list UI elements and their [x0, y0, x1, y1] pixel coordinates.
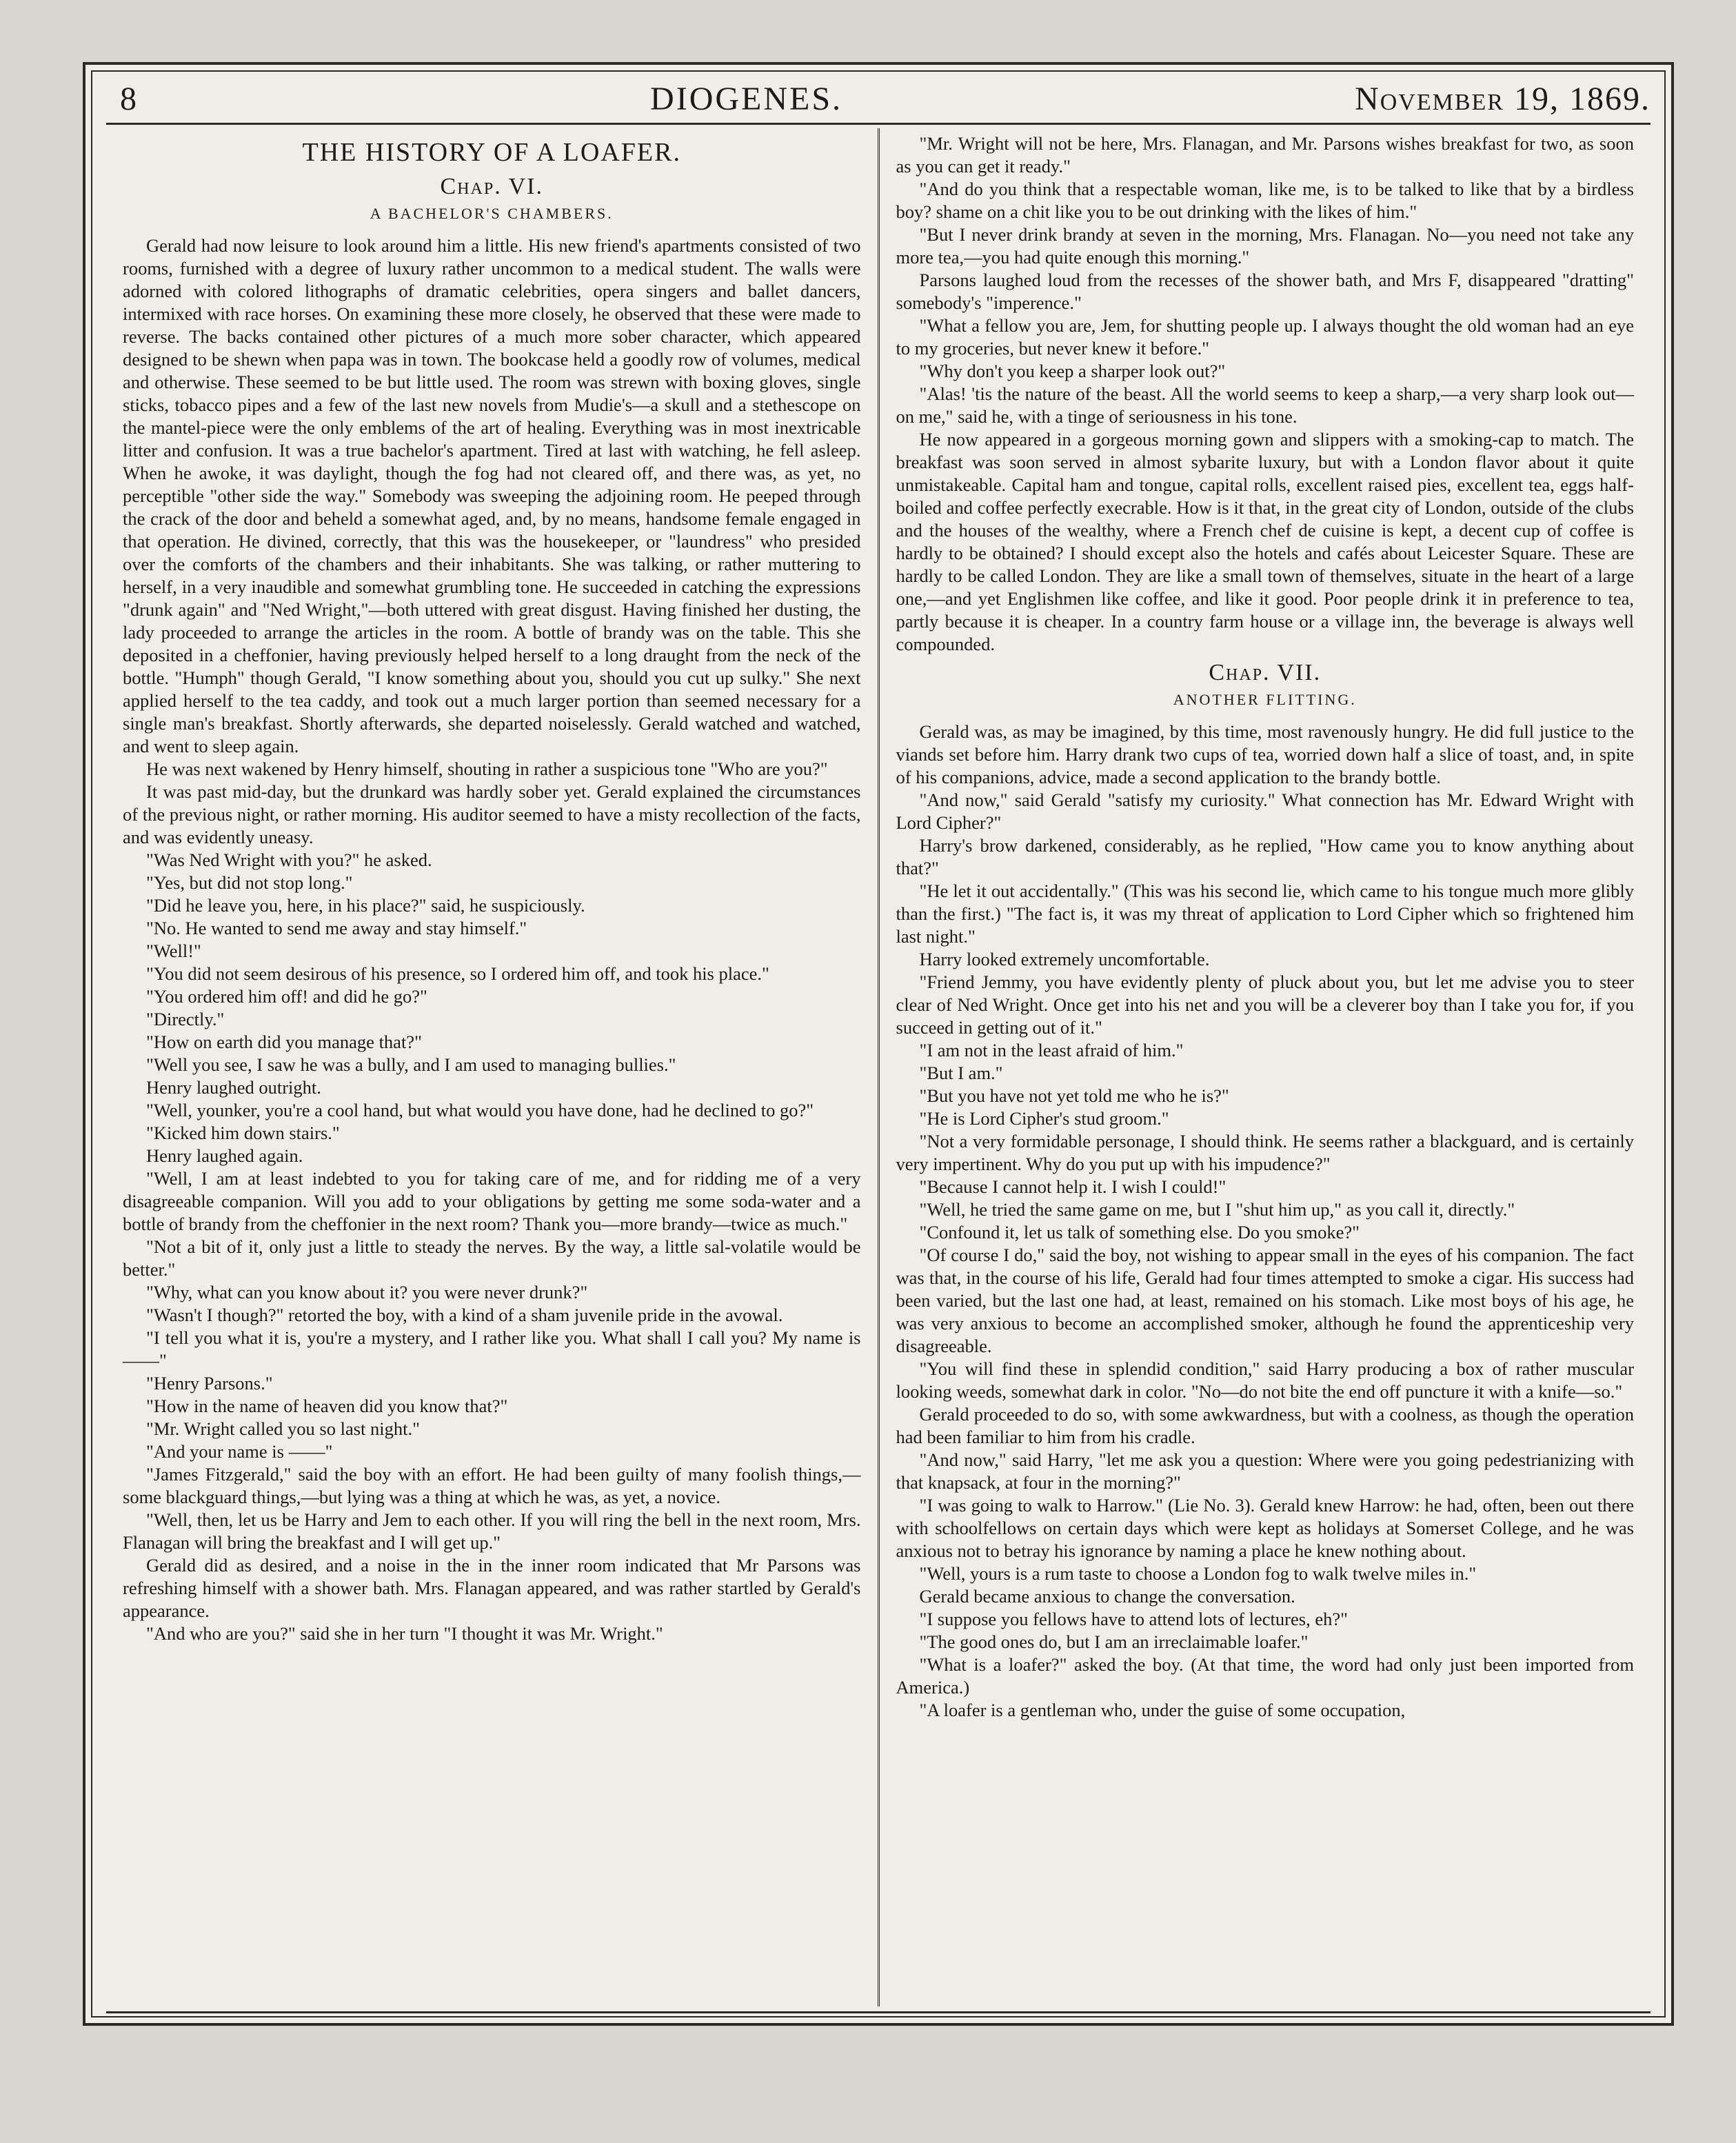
- paragraph: "Well!": [146, 940, 201, 961]
- paragraph: "What a fellow you are, Jem, for shutting people up. I always thought the old woman had an eye to my groceries, but never knew it before.": [896, 315, 1634, 359]
- paragraph: Henry laughed outright.: [146, 1077, 321, 1098]
- right-column: [878, 128, 1651, 2006]
- paragraph: "I was going to walk to Harrow." (Lie No. 3). Gerald knew Harrow: he had, often, been out there with schoolfellows on certain days which were kept as holidays at Somerset College, and he was anxious not to betray his ignorance by naming a place he knew nothing about.: [896, 1495, 1634, 1561]
- chapter-heading: Chap. VII.: [1209, 660, 1322, 685]
- paragraph: "No. He wanted to send me away and stay himself.": [146, 918, 527, 938]
- publication-name: DIOGENES.: [650, 80, 843, 117]
- paragraph: "But you have not yet told me who he is?": [919, 1085, 1229, 1106]
- paragraph: "And your name is ——": [146, 1441, 333, 1462]
- paragraph: "Well, I am at least indebted to you for taking care of me, and for ridding me of a very disagreeable companion. Will you add to your obligations by getting me some soda-water and a bottle of brandy from the cheffonier in the next room? Thank you—more brandy—twice as much.": [123, 1168, 861, 1234]
- paragraph: "Mr. Wright will not be here, Mrs. Flanagan, and Mr. Parsons wishes breakfast for two, as soon as you can get it ready.": [896, 133, 1634, 177]
- paragraph: "Well, he tried the same game on me, but I "shut him up," as you call it, directly.": [919, 1199, 1515, 1220]
- chapter-heading: Chap. VI.: [440, 174, 543, 199]
- paragraph: "But I never drink brandy at seven in the morning, Mrs. Flanagan. No—you need not take any more tea,—you had quite enough this morning.": [896, 224, 1634, 268]
- paragraph: Gerald became anxious to change the conversation.: [919, 1586, 1295, 1607]
- paragraph: "Yes, but did not stop long.": [146, 872, 353, 893]
- paragraph: "Alas! 'tis the nature of the beast. All the world seems to keep a sharp,—a very sharp look out—on me," said he, with a tinge of seriousness in his tone.: [896, 383, 1634, 427]
- paragraph: "Well, then, let us be Harry and Jem to each other. If you will ring the bell in the next room, Mrs. Flanagan will bring the breakfast and I will get up.": [123, 1509, 861, 1553]
- paragraph: "Well, yours is a rum taste to choose a London fog to walk twelve miles in.": [919, 1563, 1477, 1584]
- paragraph: "Confound it, let us talk of something else. Do you smoke?": [919, 1222, 1360, 1242]
- paragraph: "How in the name of heaven did you know that?": [146, 1396, 508, 1416]
- paragraph: "I tell you what it is, you're a mystery, and I rather like you. What shall I call you? My name is ——": [123, 1327, 861, 1371]
- paragraph: Gerald had now leisure to look around him a little. His new friend's apartments consisted of two rooms, furnished with a degree of luxury rather uncommon to a medical student. The walls were adorned with colored lithographs of dramatic celebrities, opera singers and ballet dancers, intermixed with race horses. On examining these more closely, he observed that these were made to reverse. The backs contained other pictures of a much more sober character, which appeared designed to be shewn when papa was in town. The bookcase held a goodly row of volumes, medical and otherwise. These seemed to be but little used. The room was strewn with boxing gloves, single sticks, tobacco pipes and a few of the last new novels from Mudie's—a skull and a stethescope on the mantel-piece were the only emblems of the art of healing. Everything was in most inextricable litter and confusion. It was a true bachelor's apartment. Tired at last with watching, he fell asleep. When he awoke, it was daylight, though the fog had not cleared off, and there was, as yet, no perceptible "other side the way." Somebody was sweeping the adjoining room. He peeped through the crack of the door and beheld a somewhat aged, and, by no means, handsome female engaged in that operation. He divined, correctly, that this was the housekeeper, or "laundress" who presided over the comforts of the chambers and their inhabitants. She was talking, or rather muttering to herself, in a very inaudible and somewhat grumbling tone. He succeeded in catching the expressions "drunk again" and "Ned Wright,"—both uttered with great disgust. Having finished her dusting, the lady proceeded to arrange the articles in the room. A bottle of brandy was on the table. This she deposited in a cheffonier, having previously helped herself to a long draught from the neck of the bottle. "Humph" though Gerald, "I know something about you, should you cut up sulky." She next applied herself to the tea caddy, and took out a much larger portion than seemed necessary for a single man's breakfast. Shortly afterwards, she departed noiselessly. Gerald watched and watched, and went to sleep again.: [123, 235, 861, 756]
- story-title: THE HISTORY OF A LOAFER.: [302, 138, 681, 167]
- paragraph: "You will find these in splendid condition," said Harry producing a box of rather muscular looking weeds, somewhat dark in color. "No—do not bite the end off puncture it with a knife—so.": [896, 1358, 1634, 1402]
- paragraph: "Did he leave you, here, in his place?" said, he suspiciously.: [146, 895, 585, 916]
- paragraph: "Kicked him down stairs.": [146, 1123, 340, 1143]
- right-column-body-bottom: [896, 721, 1635, 1722]
- paragraph: "And who are you?" said she in her turn "I thought it was Mr. Wright.": [146, 1623, 663, 1644]
- paragraph: Harry's brow darkened, considerably, as he replied, "How came you to know anything about that?": [896, 835, 1634, 878]
- paragraph: "Not a very formidable personage, I should think. He seems rather a blackguard, and is certainly very impertinent. Why do you put up with his impudence?": [896, 1131, 1634, 1174]
- paragraph: "You ordered him off! and did he go?": [146, 986, 427, 1007]
- paragraph: Gerald did as desired, and a noise in the in the inner room indicated that Mr Parsons was refreshing himself with a shower bath. Mrs. Flanagan appeared, and was rather startled by Gerald's appearance.: [123, 1555, 861, 1621]
- paragraph: "And now," said Harry, "let me ask you a question: Where were you going pedestrianizing with that knapsack, at four in the morning?": [896, 1449, 1634, 1493]
- paragraph: Gerald proceeded to do so, with some awkwardness, but with a coolness, as though the operation had been familiar to him from his cradle.: [896, 1404, 1634, 1447]
- paragraph: "He let it out accidentally." (This was his second lie, which came to his tongue much more glibly than the first.) "The fact is, it was my threat of application to Lord Cipher which so frightened him last night.": [896, 881, 1634, 947]
- paragraph: He now appeared in a gorgeous morning gown and slippers with a smoking-cap to match. The breakfast was soon served in almost sybarite luxury, but with a London flavor about it quite unmistakeable. Capital ham and tongue, capital rolls, excellent raised pies, excellent tea, eggs half-boiled and coffee perfectly execrable. How is it that, in the great city of London, outside of the clubs and the houses of the wealthy, where a French chef de cuisine is kept, a decent cup of coffee is hardly to be obtained? I should except also the hotels and cafés about Leicester Square. These are hardly to be called London. They are like a small town of themselves, situate in the heart of a large one,—and yet Englishmen like coffee, and like it good. Poor people drink it in preference to tea, partly because it is cheaper. In a country farm house or a village inn, the beverage is always well compounded.: [896, 429, 1634, 654]
- text-columns: [106, 128, 1651, 2006]
- paragraph: "Well you see, I saw he was a bully, and I am used to managing bullies.": [146, 1054, 676, 1075]
- chapter-subheading: ANOTHER FLITTING.: [1173, 691, 1357, 708]
- newspaper-page: [83, 62, 1674, 2026]
- paragraph: "Well, younker, you're a cool hand, but what would you have done, had he declined to go?": [146, 1100, 814, 1120]
- page-number: 8: [120, 80, 138, 117]
- paragraph: "What is a loafer?" asked the boy. (At that time, the word had only just been imported from America.): [896, 1654, 1634, 1698]
- paragraph: "How on earth did you manage that?": [146, 1032, 422, 1052]
- paragraph: "Was Ned Wright with you?" he asked.: [146, 849, 432, 870]
- paragraph: Harry looked extremely uncomfortable.: [919, 949, 1210, 969]
- paragraph: "James Fitzgerald," said the boy with an effort. He had been guilty of many foolish things,—some blackguard things,—but lying was a thing at which he was, as yet, a novice.: [123, 1464, 861, 1507]
- paragraph: "Henry Parsons.": [146, 1373, 273, 1394]
- paragraph: "And do you think that a respectable woman, like me, is to be talked to like that by a birdless boy? shame on a chit like you to be out drinking with the likes of him.": [896, 179, 1634, 222]
- paragraph: It was past mid-day, but the drunkard was hardly sober yet. Gerald explained the circumstances of the previous night, or rather morning. His auditor seemed to have a misty recollection of the facts, and was evidently uneasy.: [123, 781, 861, 847]
- paragraph: "Because I cannot help it. I wish I could!": [919, 1176, 1227, 1197]
- paragraph: "Not a bit of it, only just a little to steady the nerves. By the way, a little sal-volatile would be better.": [123, 1236, 861, 1280]
- paragraph: "Directly.": [146, 1009, 225, 1029]
- paragraph: "Friend Jemmy, you have evidently plenty of pluck about you, but let me advise you to steer clear of Ned Wright. Once get into his net and you will be a cleverer boy than I take you for, if you succeed in getting out of it.": [896, 972, 1634, 1038]
- paragraph: "I am not in the least afraid of him.": [919, 1040, 1184, 1060]
- paragraph: "Why, what can you know about it? you were never drunk?": [146, 1282, 588, 1302]
- paragraph: "A loafer is a gentleman who, under the guise of some occupation,: [919, 1700, 1406, 1720]
- bottom-rule: [106, 2011, 1651, 2013]
- chapter-subheading: A BACHELOR'S CHAMBERS.: [370, 205, 614, 222]
- right-column-body-top: [896, 132, 1635, 656]
- paragraph: Henry laughed again.: [146, 1145, 303, 1166]
- left-column-body: [123, 234, 861, 1645]
- paragraph: "Mr. Wright called you so last night.": [146, 1418, 420, 1439]
- paragraph: "The good ones do, but I am an irreclaimable loafer.": [919, 1631, 1309, 1652]
- paragraph: "Wasn't I though?" retorted the boy, with a kind of a sham juvenile pride in the avowal.: [146, 1305, 783, 1325]
- paragraph: "You did not seem desirous of his presence, so I ordered him off, and took his place.": [146, 963, 769, 984]
- paragraph: "Of course I do," said the boy, not wishing to appear small in the eyes of his companion. The fact was that, in the course of his life, Gerald had four times attempted to smoke a cigar. His success had been varied, but the last one had, at least, remained on his stomach. Like most boys of his age, he was very anxious to become an accomplished smoker, although he found the apprenticeship very disagreeable.: [896, 1245, 1634, 1356]
- paragraph: Gerald was, as may be imagined, by this time, most ravenously hungry. He did full justice to the viands set before him. Harry drank two cups of tea, worried down half a slice of toast, and, in spite of his companions, advice, made a second application to the brandy bottle.: [896, 721, 1634, 787]
- paragraph: "And now," said Gerald "satisfy my curiosity." What connection has Mr. Edward Wright with Lord Cipher?": [896, 789, 1634, 833]
- left-column: [106, 128, 878, 2006]
- issue-date: November 19, 1869.: [1355, 80, 1651, 117]
- paragraph: He was next wakened by Henry himself, shouting in rather a suspicious tone "Who are you?": [146, 758, 828, 779]
- paragraph: "Why don't you keep a sharper look out?": [919, 361, 1226, 381]
- paragraph: "I suppose you fellows have to attend lots of lectures, eh?": [919, 1609, 1348, 1629]
- paragraph: "But I am.": [919, 1063, 1003, 1083]
- paragraph: "He is Lord Cipher's stud groom.": [919, 1108, 1169, 1129]
- paragraph: Parsons laughed loud from the recesses of the shower bath, and Mrs F, disappeared "dratting" somebody's "imperence.": [896, 270, 1634, 313]
- masthead: [106, 74, 1651, 125]
